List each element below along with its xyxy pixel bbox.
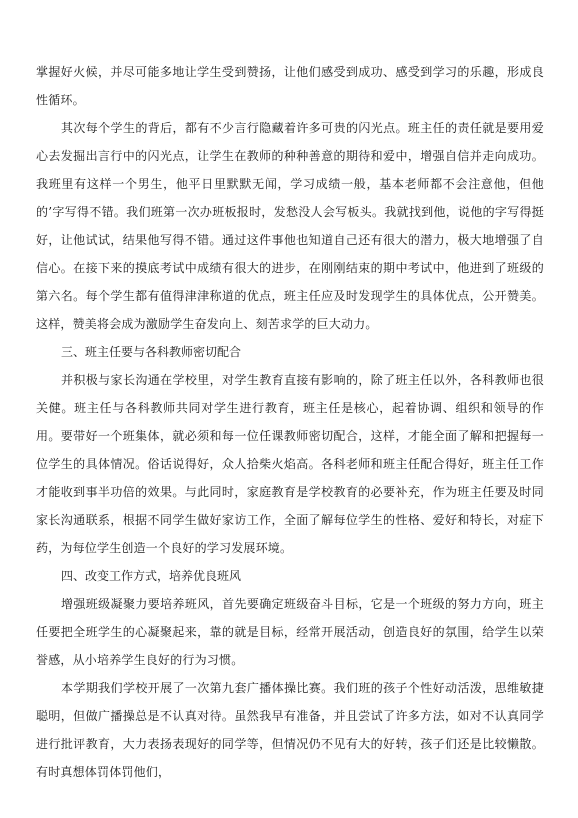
paragraph-exercise-competition: 本学期我们学校开展了一次第九套广播体操比赛。我们班的孩子个性好动活泼，思维敏捷聪明，但做广播操总是不认真对待。虽然我早有准备，并且尝试了许多方法，如对不认真同学进行批评教育，大力表扬表现好的同学等，但情况仍不见有大的好转，孩子们还是比较懒散。有时真想体罚体罚他们，: [36, 681, 544, 779]
section-heading-four: 四、改变工作方式，培养优良班风: [61, 569, 242, 583]
paragraph-teacher-cooperation: 并积极与家长沟通在学校里，对学生教育直接有影响的，除了班主任以外，各科教师也很关健。班主任与各科教师共同对学生进行教育，班主任是核心，起着协调、组织和领导的作用。要带好一个班集体，就必须和每一位任课教师密切配合，这样，才能全面了解和把握每一位学生的具体情况。俗话说得好，众人拾柴火焰高。各科老师和班主任配合得好，班主任工作才能收到事半功倍的效果。与此同时，家庭教育是学校教育的必要补充，作为班主任要及时同家长沟通联系，根据不同学生做好家访工作，全面了解每位学生的性格、爱好和特长，对症下药，为每位学生创造一个良好的学习发展环境。: [36, 373, 544, 555]
paragraph-continuation: 掌握好火候，并尽可能多地让学生受到赞扬，让他们感受到成功、感受到学习的乐趣，形成良性循环。: [36, 65, 544, 107]
paragraph-class-spirit: 增强班级凝聚力要培养班风，首先要确定班级奋斗目标，它是一个班级的努力方向，班主任要把全班学生的心凝聚起来，靠的就是目标，经常开展活动，创造良好的氛围，给学生以荣誉感，从小培养学生良好的行为习惯。: [36, 597, 544, 667]
paragraph-highlights: 其次每个学生的背后，都有不少言行隐藏着许多可贵的闪光点。班主任的责任就是要用爱心去发掘出言行中的闪光点，让学生在教师的种种善意的期待和爱中，增强自信并走向成功。我班里有这样一个男生，他平日里默默无闻，学习成绩一般，基本老师都不会注意他，但他的’字写得不错。我们班第一次办班板报时，发愁没人会写板头。我就找到他，说他的字写得挺好，让他试试，结果他写得不错。通过这件事他也知道自己还有很大的潜力，极大地增强了自信心。在接下来的摸底考试中成绩有很大的进步，在刚刚结束的期中考试中，他进到了班级的第六名。每个学生都有值得津津称道的优点，班主任应及时发现学生的具体优点，公开赞美。这样，赞美将会成为激励学生奋发向上、刻苦求学的巨大动力。: [36, 121, 544, 331]
section-heading-three: 三、班主任要与各科教师密切配合: [61, 345, 242, 359]
